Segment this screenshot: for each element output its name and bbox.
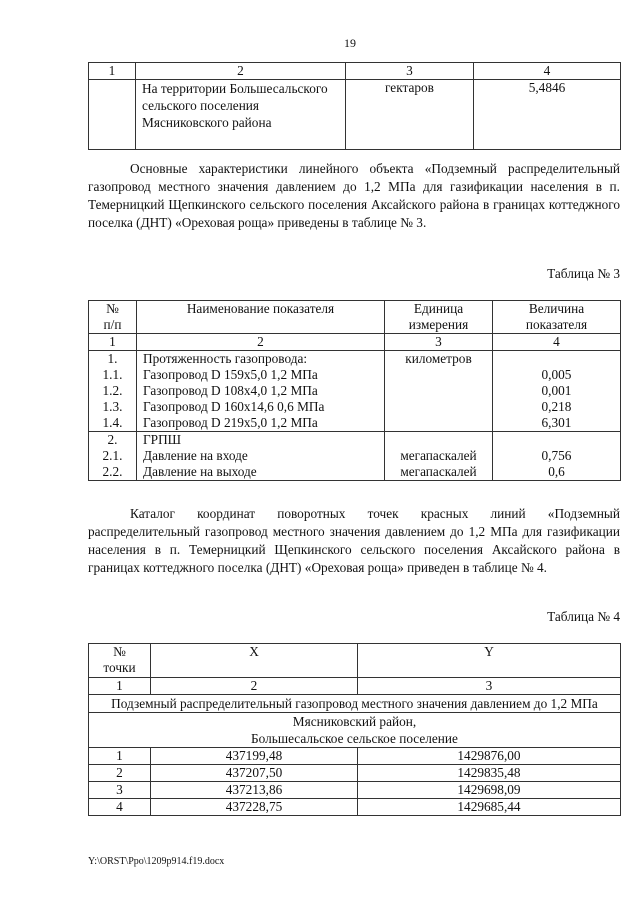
subsection-row <box>89 713 621 748</box>
column-number-row <box>89 678 621 695</box>
cell-line <box>391 367 486 383</box>
table-row <box>89 748 621 765</box>
header-cell: Величина показателя <box>493 301 621 334</box>
cell-x: 437199,48 <box>151 748 358 765</box>
footer-file-path: Y:\ORST\Ppo\1209p914.f19.docx <box>88 856 225 867</box>
table-header-row <box>89 301 621 334</box>
table-4 <box>88 643 621 816</box>
table-group-1 <box>89 351 621 432</box>
cell-y: 1429685,44 <box>358 799 621 816</box>
header-cell: 2 <box>136 63 346 80</box>
cell-unit: гектаров <box>346 80 474 150</box>
cell-line <box>391 383 486 399</box>
section-title: Подземный распределительный газопровод местного значения давлением до 1,2 МПа <box>89 695 621 713</box>
header-cell: № точки <box>89 644 151 678</box>
cell-line: 1.3. <box>102 399 123 414</box>
cell-n <box>89 351 137 432</box>
cell-y: 1429876,00 <box>358 748 621 765</box>
table-3 <box>88 300 621 481</box>
cell-line: 1. <box>107 351 118 366</box>
cell-line: 1.1. <box>102 367 123 382</box>
cell-line: 1.2. <box>102 383 123 398</box>
cell-name: На территории Большесальского сельского поселения Мясниковского района <box>136 80 346 150</box>
cell-line: мегапаскалей <box>400 448 477 463</box>
table-continuation <box>88 62 621 150</box>
paragraph-text: Основные характеристики линейного объекта «Подземный распределительный газопровод местного значения давлением до 1,2 МПа для газификации населения в п. Темерницкий Щепкинского сельского поселения Аксайского района в границах коттеджного поселка (ДНТ) «Ореховая роща» приведены в таблице № 3. <box>88 161 620 230</box>
header-cell: 4 <box>474 63 621 80</box>
cell-value <box>493 351 621 432</box>
cell-line: мегапаскалей <box>400 464 477 479</box>
table-header-row <box>89 63 621 80</box>
subsection-line: Мясниковский район, <box>292 714 417 729</box>
table-header-row <box>89 644 621 678</box>
cell-point: 1 <box>89 748 151 765</box>
cell-line: ГРПШ <box>143 432 182 447</box>
cell-y: 1429835,48 <box>358 765 621 782</box>
cell-line: 6,301 <box>541 415 572 430</box>
cell: 3 <box>358 678 621 695</box>
subsection-line: Большесальское сельское поселение <box>251 731 458 746</box>
cell-point: 2 <box>89 765 151 782</box>
cell-unit <box>385 351 493 432</box>
cell-n <box>89 432 137 481</box>
cell-line: 0,001 <box>541 383 572 398</box>
cell-line: 0,005 <box>541 367 572 382</box>
cell-line: 2.1. <box>102 448 123 463</box>
cell-line: Газопровод D 159x5,0 1,2 МПа <box>143 367 318 382</box>
cell-line <box>499 432 614 448</box>
cell-y: 1429698,09 <box>358 782 621 799</box>
cell-line: Газопровод D 160x14,6 0,6 МПа <box>143 399 325 414</box>
header-cell: 3 <box>346 63 474 80</box>
cell-value: 5,4846 <box>474 80 621 150</box>
cell: 2 <box>137 334 385 351</box>
cell-line: Протяженность газопровода: <box>143 351 308 366</box>
table-row <box>89 782 621 799</box>
cell-line: Газопровод D 108x4,0 1,2 МПа <box>143 383 318 398</box>
cell: 4 <box>493 334 621 351</box>
cell-line: 0,218 <box>541 399 572 414</box>
column-number-row <box>89 334 621 351</box>
header-cell: Единица измерения <box>385 301 493 334</box>
cell-unit <box>385 432 493 481</box>
paragraph-1 <box>88 160 620 232</box>
cell-line <box>391 399 486 415</box>
cell-name <box>137 351 385 432</box>
cell-x: 437207,50 <box>151 765 358 782</box>
cell: 3 <box>385 334 493 351</box>
cell-empty <box>89 80 136 150</box>
section-title-row <box>89 695 621 713</box>
cell-line: 0,6 <box>548 464 565 479</box>
cell-x: 437213,86 <box>151 782 358 799</box>
cell: 2 <box>151 678 358 695</box>
header-cell: 1 <box>89 63 136 80</box>
cell-point: 3 <box>89 782 151 799</box>
table4-caption: Таблица № 4 <box>547 609 620 624</box>
cell: 1 <box>89 334 137 351</box>
cell-line <box>391 415 486 431</box>
cell: 1 <box>89 678 151 695</box>
cell-x: 437228,75 <box>151 799 358 816</box>
header-cell: Наименование показателя <box>137 301 385 334</box>
header-cell: X <box>151 644 358 678</box>
cell-line: 2.2. <box>102 464 123 479</box>
cell-line: километров <box>405 351 472 366</box>
header-cell: № п/п <box>89 301 137 334</box>
cell-value <box>493 432 621 481</box>
paragraph-text: Каталог координат поворотных точек красных линий «Подземный распределительный газопровод местного значения давлением до 1,2 МПа для газификации населения в п. Темерницкий Щепкинского сельского поселения Аксайского района в границах коттеджного поселка (ДНТ) «Ореховая роща» приведен в таблице № 4. <box>88 506 620 575</box>
cell-line: Давление на выходе <box>143 464 257 479</box>
cell-line <box>499 351 614 367</box>
table-row <box>89 80 621 150</box>
cell-line: 1.4. <box>102 415 123 430</box>
cell-line <box>391 432 486 448</box>
cell-point: 4 <box>89 799 151 816</box>
cell-name <box>137 432 385 481</box>
table-row <box>89 799 621 816</box>
subsection-title <box>89 713 621 748</box>
header-cell: Y <box>358 644 621 678</box>
cell-line: 0,756 <box>541 448 572 463</box>
cell-line: Газопровод D 219x5,0 1,2 МПа <box>143 415 318 430</box>
cell-line: 2. <box>107 432 118 447</box>
table3-caption: Таблица № 3 <box>547 266 620 281</box>
paragraph-2 <box>88 505 620 577</box>
cell-line: Давление на входе <box>143 448 248 463</box>
table-row <box>89 765 621 782</box>
table-group-2 <box>89 432 621 481</box>
page-number: 19 <box>344 36 356 50</box>
